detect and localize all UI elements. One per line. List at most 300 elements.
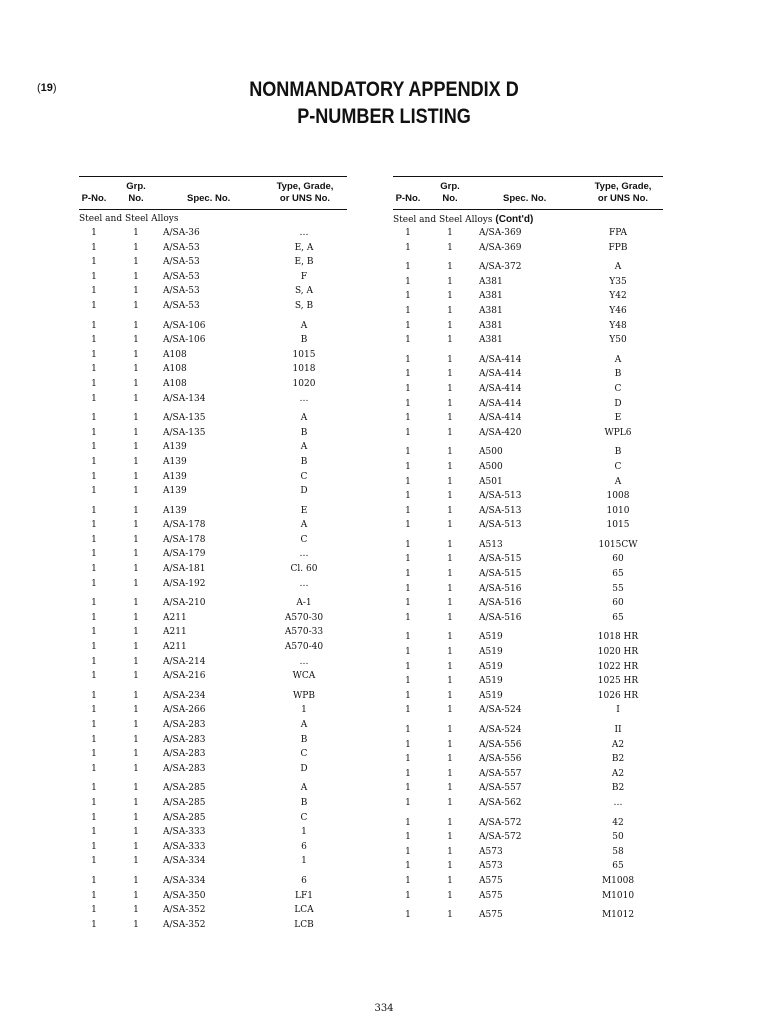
cell-grp-no: 1 (447, 846, 453, 857)
cell-p-no: 1 (91, 856, 97, 867)
cell-p-no: 1 (405, 725, 411, 735)
cell-p-no: 1 (91, 671, 97, 682)
cell-spec-no: A381 (479, 276, 503, 287)
cell-p-no: 1 (405, 569, 411, 580)
cell-grp-no: 1 (133, 271, 139, 282)
cell-spec-no: A/SA-134 (163, 393, 206, 404)
table-row (393, 538, 663, 553)
right-table-body (393, 226, 663, 923)
table-row (393, 445, 663, 460)
cell-grp-no: 1 (447, 783, 453, 794)
table-row (79, 781, 347, 796)
cell-p-no: 1 (405, 491, 411, 502)
right-section-label: Steel and Steel Alloys (Cont'd) (393, 214, 534, 225)
cell-grp-no: 1 (447, 520, 453, 531)
cell-grp-no: 1 (133, 364, 139, 375)
page-number: 334 (374, 1003, 394, 1014)
cell-p-no: 1 (405, 690, 411, 701)
table-row (393, 241, 663, 256)
cell-grp-no: 1 (447, 505, 453, 516)
cell-grp-no: 1 (447, 461, 453, 472)
table-row (393, 304, 663, 319)
page-title (54, 76, 714, 130)
cell-p-no: 1 (405, 817, 411, 828)
cell-spec-no: A381 (479, 320, 503, 331)
table-row (393, 889, 663, 904)
cell-spec-no: A381 (479, 305, 503, 316)
cell-grp-no: 1 (133, 627, 139, 638)
table-row (79, 411, 347, 426)
cell-spec-no: A/SA-106 (163, 335, 206, 346)
table-row (393, 353, 663, 368)
cell-type-grade: M1010 (601, 890, 635, 901)
cell-grp-no: 1 (447, 320, 453, 331)
right-table (393, 176, 663, 923)
cell-p-no: 1 (405, 554, 411, 565)
cell-spec-no: A381 (479, 335, 503, 346)
cell-p-no: 1 (405, 398, 411, 409)
cell-p-no: 1 (405, 661, 411, 672)
cell-spec-no: A108 (163, 364, 187, 375)
cell-type-grade: Y50 (609, 335, 627, 346)
cell-spec-no: A573 (479, 846, 503, 857)
table-row (79, 625, 347, 640)
cell-spec-no: A/SA-283 (163, 720, 206, 730)
cell-type-grade: B (300, 734, 308, 745)
cell-p-no: 1 (91, 364, 97, 375)
cell-p-no: 1 (91, 642, 97, 653)
cell-p-no: 1 (405, 832, 411, 843)
cell-p-no: 1 (91, 797, 97, 808)
cell-p-no: 1 (91, 598, 97, 609)
cell-type-grade: 65 (612, 861, 624, 872)
cell-grp-no: 1 (447, 476, 453, 487)
cell-type-grade: C (614, 461, 622, 472)
cell-grp-no: 1 (133, 228, 139, 238)
cell-spec-no: A/SA-414 (479, 354, 522, 365)
cell-grp-no: 1 (133, 812, 139, 823)
cell-p-no: 1 (91, 905, 97, 916)
cell-spec-no: A/SA-36 (163, 228, 200, 238)
cell-grp-no: 1 (133, 783, 139, 794)
cell-spec-no: A501 (479, 476, 503, 487)
header-type-grade: Type, Grade, or UNS No. (276, 181, 334, 204)
cell-p-no: 1 (405, 228, 411, 238)
cell-spec-no: A139 (163, 486, 187, 497)
table-row (393, 504, 663, 519)
cell-grp-no: 1 (447, 768, 453, 779)
cell-type-grade: LF1 (295, 890, 313, 901)
cell-type-grade: B (614, 369, 622, 380)
cell-type-grade: A570-30 (284, 612, 324, 623)
cell-type-grade: A-1 (296, 598, 312, 609)
table-row (79, 640, 347, 655)
cell-grp-no: 1 (133, 456, 139, 467)
table-row (79, 455, 347, 470)
table-row (79, 840, 347, 855)
cell-spec-no: A/SA-513 (479, 505, 522, 516)
cell-spec-no: A/SA-179 (163, 549, 206, 560)
table-row (393, 475, 663, 490)
table-row (79, 299, 347, 314)
table-row (79, 562, 347, 577)
cell-p-no: 1 (405, 768, 411, 779)
cell-p-no: 1 (405, 739, 411, 750)
cell-p-no: 1 (91, 520, 97, 531)
cell-spec-no: A/SA-266 (163, 705, 206, 716)
cell-type-grade: 1 (301, 827, 307, 838)
cell-spec-no: A575 (479, 910, 503, 921)
cell-type-grade: C (614, 383, 622, 394)
cell-p-no: 1 (91, 413, 97, 424)
cell-type-grade: 42 (612, 817, 624, 828)
cell-spec-no: A/SA-53 (163, 257, 200, 268)
cell-type-grade: 1 (301, 705, 307, 716)
table-row (393, 226, 663, 241)
cell-type-grade: 1020 HR (597, 647, 639, 658)
cell-p-no: 1 (91, 841, 97, 852)
cell-grp-no: 1 (447, 228, 453, 238)
table-row (393, 796, 663, 811)
cell-grp-no: 1 (447, 569, 453, 580)
cell-type-grade: A (300, 413, 308, 424)
table-row (79, 440, 347, 455)
cell-p-no: 1 (91, 486, 97, 497)
table-row (393, 611, 663, 626)
header-grp-no: Grp. No. (126, 181, 146, 204)
cell-type-grade: D (300, 763, 308, 774)
cell-spec-no: A/SA-369 (479, 228, 522, 238)
cell-type-grade: A570-40 (284, 642, 324, 653)
cell-type-grade: A (300, 720, 308, 730)
cell-p-no: 1 (91, 427, 97, 438)
cell-p-no: 1 (405, 875, 411, 886)
cell-type-grade: M1012 (601, 910, 635, 921)
cell-grp-no: 1 (447, 875, 453, 886)
cell-grp-no: 1 (447, 262, 453, 273)
cell-spec-no: A/SA-334 (163, 875, 206, 886)
cell-type-grade: C (300, 749, 308, 760)
table-row (79, 470, 347, 485)
header-spec-no: Spec. No. (187, 193, 231, 204)
cell-grp-no: 1 (447, 583, 453, 594)
cell-grp-no: 1 (133, 320, 139, 331)
cell-grp-no: 1 (133, 242, 139, 253)
table-row (393, 582, 663, 597)
cell-spec-no: A139 (163, 456, 187, 467)
cell-type-grade: C (300, 534, 308, 545)
cell-grp-no: 1 (447, 598, 453, 609)
cell-p-no: 1 (91, 242, 97, 253)
table-row (393, 489, 663, 504)
cell-p-no: 1 (405, 520, 411, 531)
table-row (393, 645, 663, 660)
cell-grp-no: 1 (133, 413, 139, 424)
cell-p-no: 1 (405, 632, 411, 643)
cell-type-grade: … (613, 797, 623, 808)
table-row (79, 718, 347, 733)
cell-p-no: 1 (91, 549, 97, 560)
cell-p-no: 1 (91, 320, 97, 331)
cell-grp-no: 1 (447, 539, 453, 550)
cell-grp-no: 1 (447, 832, 453, 843)
table-row (79, 270, 347, 285)
cell-spec-no: A381 (479, 291, 503, 302)
cell-spec-no: A/SA-53 (163, 286, 200, 297)
cell-spec-no: A/SA-557 (479, 768, 522, 779)
table-row (393, 460, 663, 475)
cell-spec-no: A/SA-283 (163, 734, 206, 745)
cell-type-grade: E, B (294, 257, 314, 268)
table-row (79, 226, 347, 241)
table-row (393, 552, 663, 567)
cell-grp-no: 1 (133, 612, 139, 623)
cell-p-no: 1 (91, 335, 97, 346)
cell-type-grade: Y42 (609, 291, 627, 302)
cell-p-no: 1 (91, 578, 97, 589)
cell-type-grade: E (300, 505, 308, 516)
cell-grp-no: 1 (447, 447, 453, 458)
cell-spec-no: A/SA-333 (163, 841, 206, 852)
cell-p-no: 1 (405, 383, 411, 394)
cell-p-no: 1 (405, 797, 411, 808)
table-row (79, 596, 347, 611)
cell-type-grade: Y46 (609, 305, 627, 316)
cell-grp-no: 1 (133, 905, 139, 916)
cell-p-no: 1 (91, 564, 97, 575)
cell-grp-no: 1 (447, 739, 453, 750)
table-row (393, 689, 663, 704)
cell-spec-no: A/SA-556 (479, 754, 522, 765)
cell-grp-no: 1 (133, 656, 139, 667)
cell-type-grade: A (300, 442, 308, 453)
cell-type-grade: … (299, 549, 309, 560)
left-table-body (79, 226, 347, 932)
cell-type-grade: B (300, 427, 308, 438)
cell-grp-no: 1 (447, 754, 453, 765)
cell-p-no: 1 (91, 471, 97, 482)
cell-spec-no: A139 (163, 471, 187, 482)
cell-grp-no: 1 (133, 505, 139, 516)
header-p-no: P-No. (81, 193, 107, 204)
cell-p-no: 1 (91, 875, 97, 886)
cell-spec-no: A/SA-178 (163, 534, 206, 545)
cell-grp-no: 1 (133, 705, 139, 716)
cell-type-grade: A (614, 476, 622, 487)
cell-grp-no: 1 (133, 856, 139, 867)
cell-spec-no: A/SA-562 (479, 797, 522, 808)
cell-spec-no: A/SA-516 (479, 598, 522, 609)
cell-p-no: 1 (405, 583, 411, 594)
table-row (393, 752, 663, 767)
cell-spec-no: A519 (479, 690, 503, 701)
table-row (79, 504, 347, 519)
table-row (79, 319, 347, 334)
cell-type-grade: B (614, 447, 622, 458)
cell-spec-no: A/SA-515 (479, 569, 522, 580)
cell-grp-no: 1 (447, 817, 453, 828)
table-row (393, 830, 663, 845)
cell-type-grade: S, A (294, 286, 314, 297)
cell-spec-no: A/SA-414 (479, 383, 522, 394)
cell-grp-no: 1 (447, 276, 453, 287)
cell-grp-no: 1 (447, 661, 453, 672)
cell-p-no: 1 (91, 705, 97, 716)
cell-spec-no: A211 (163, 612, 187, 623)
cell-type-grade: 58 (612, 846, 624, 857)
cell-type-grade: … (299, 393, 309, 404)
table-row (393, 781, 663, 796)
table-row (79, 762, 347, 777)
table-row (393, 275, 663, 290)
cell-type-grade: FPB (608, 242, 628, 253)
cell-spec-no: A211 (163, 642, 187, 653)
table-row (79, 284, 347, 299)
cell-spec-no: A500 (479, 461, 503, 472)
cell-p-no: 1 (91, 393, 97, 404)
cell-p-no: 1 (91, 890, 97, 901)
cell-grp-no: 1 (133, 890, 139, 901)
cell-grp-no: 1 (447, 725, 453, 735)
cell-grp-no: 1 (133, 520, 139, 531)
cell-type-grade: F (300, 271, 308, 282)
cell-type-grade: I (616, 705, 620, 716)
cell-p-no: 1 (405, 861, 411, 872)
cell-p-no: 1 (405, 505, 411, 516)
cell-spec-no: A/SA-414 (479, 369, 522, 380)
cell-p-no: 1 (405, 320, 411, 331)
cell-grp-no: 1 (447, 291, 453, 302)
cell-p-no: 1 (91, 720, 97, 730)
cell-spec-no: A/SA-334 (163, 856, 206, 867)
cell-type-grade: A (614, 262, 622, 273)
cell-grp-no: 1 (133, 749, 139, 760)
cell-grp-no: 1 (447, 427, 453, 438)
cell-type-grade: 1022 HR (597, 661, 639, 672)
cell-grp-no: 1 (447, 676, 453, 687)
cell-p-no: 1 (405, 846, 411, 857)
cell-grp-no: 1 (447, 242, 453, 253)
cell-type-grade: 1026 HR (597, 690, 639, 701)
table-row (79, 426, 347, 441)
cell-grp-no: 1 (133, 875, 139, 886)
cell-type-grade: WPL6 (604, 427, 632, 438)
cell-spec-no: A/SA-414 (479, 413, 522, 424)
cell-spec-no: A/SA-524 (479, 725, 522, 735)
table-row (79, 377, 347, 392)
cell-type-grade: 6 (301, 841, 307, 852)
cell-p-no: 1 (405, 276, 411, 287)
cell-type-grade: … (299, 578, 309, 589)
cell-p-no: 1 (405, 369, 411, 380)
cell-spec-no: A/SA-524 (479, 705, 522, 716)
table-row (79, 392, 347, 407)
cell-spec-no: A519 (479, 661, 503, 672)
cell-type-grade: B (300, 335, 308, 346)
cell-spec-no: A139 (163, 442, 187, 453)
title-line-2: P-NUMBER LISTING (297, 105, 471, 128)
cell-spec-no: A/SA-513 (479, 491, 522, 502)
cell-p-no: 1 (405, 705, 411, 716)
cell-grp-no: 1 (133, 300, 139, 311)
table-row (79, 333, 347, 348)
cell-grp-no: 1 (133, 549, 139, 560)
table-row (79, 255, 347, 270)
cell-spec-no: A573 (479, 861, 503, 872)
table-row (79, 903, 347, 918)
cell-grp-no: 1 (447, 647, 453, 658)
cell-spec-no: A/SA-181 (163, 564, 206, 575)
cell-type-grade: E (614, 413, 622, 424)
cell-grp-no: 1 (447, 632, 453, 643)
table-row (393, 859, 663, 874)
table-row (79, 874, 347, 889)
table-row (393, 767, 663, 782)
table-row (393, 674, 663, 689)
cell-spec-no: A/SA-369 (479, 242, 522, 253)
cell-type-grade: 50 (612, 832, 624, 843)
table-row (393, 874, 663, 889)
cell-type-grade: 55 (612, 583, 624, 594)
cell-grp-no: 1 (133, 349, 139, 360)
cell-grp-no: 1 (133, 335, 139, 346)
cell-spec-no: A/SA-135 (163, 413, 206, 424)
cell-p-no: 1 (91, 349, 97, 360)
cell-p-no: 1 (91, 827, 97, 838)
cell-type-grade: Y35 (609, 276, 627, 287)
cell-p-no: 1 (91, 627, 97, 638)
cell-spec-no: A/SA-516 (479, 583, 522, 594)
cell-type-grade: A (300, 320, 308, 331)
cell-type-grade: 1020 (292, 378, 316, 389)
cell-grp-no: 1 (447, 690, 453, 701)
cell-spec-no: A/SA-53 (163, 300, 200, 311)
cell-spec-no: A/SA-53 (163, 242, 200, 253)
cell-grp-no: 1 (133, 797, 139, 808)
cell-p-no: 1 (91, 749, 97, 760)
cell-p-no: 1 (91, 612, 97, 623)
cell-grp-no: 1 (447, 797, 453, 808)
cell-type-grade: A (300, 520, 308, 531)
cell-grp-no: 1 (133, 427, 139, 438)
cell-type-grade: A570-33 (284, 627, 324, 638)
cell-type-grade: S, B (294, 300, 314, 311)
cell-p-no: 1 (405, 262, 411, 273)
cell-p-no: 1 (91, 378, 97, 389)
cell-spec-no: A/SA-420 (479, 427, 522, 438)
table-row (79, 533, 347, 548)
table-row (79, 733, 347, 748)
cell-grp-no: 1 (133, 671, 139, 682)
cell-spec-no: A500 (479, 447, 503, 458)
cell-p-no: 1 (405, 242, 411, 253)
table-row (393, 630, 663, 645)
table-row (79, 362, 347, 377)
table-row (79, 689, 347, 704)
table-row (393, 845, 663, 860)
cell-type-grade: A2 (611, 768, 625, 779)
cell-grp-no: 1 (133, 578, 139, 589)
cell-p-no: 1 (91, 812, 97, 823)
cell-spec-no: A/SA-516 (479, 612, 522, 623)
cell-spec-no: A211 (163, 627, 187, 638)
cell-type-grade: 1 (301, 856, 307, 867)
cell-type-grade: A2 (611, 739, 625, 750)
cell-grp-no: 1 (447, 861, 453, 872)
cell-p-no: 1 (91, 534, 97, 545)
cell-type-grade: B2 (611, 783, 625, 794)
table-row (393, 382, 663, 397)
